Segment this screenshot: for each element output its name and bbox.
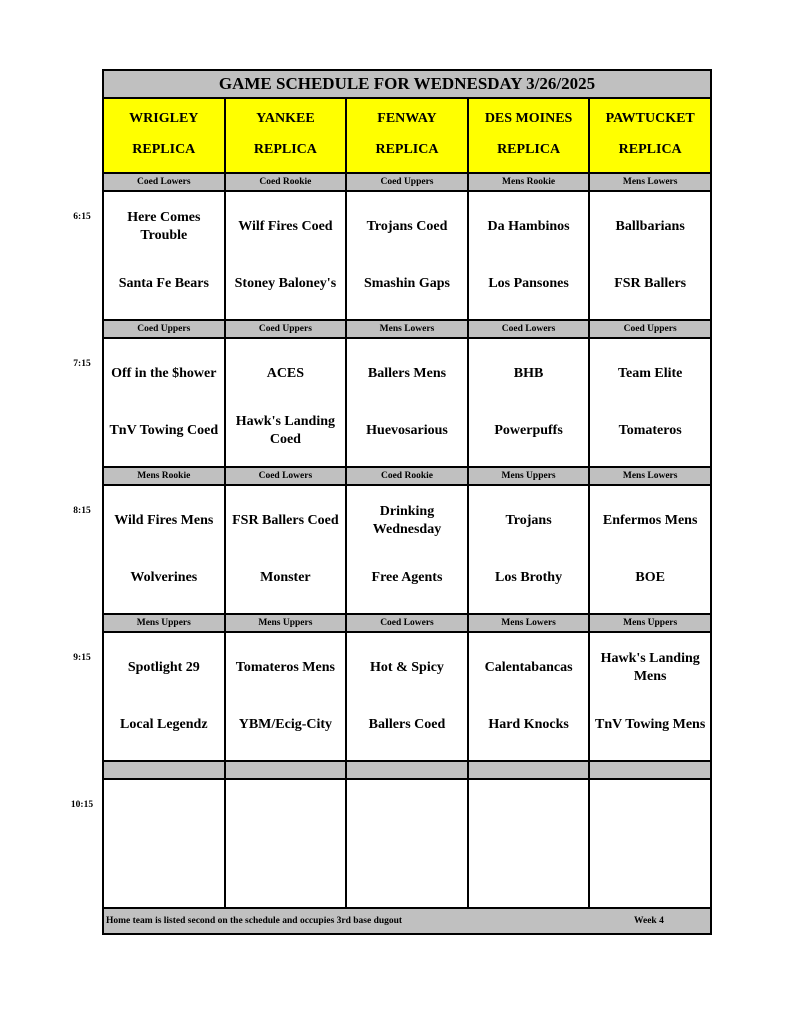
division-label: Mens Lowers bbox=[622, 177, 678, 187]
away-team bbox=[104, 780, 224, 844]
home-team bbox=[347, 844, 467, 908]
game-cell bbox=[226, 780, 348, 907]
division-label: Mens Uppers bbox=[226, 615, 348, 631]
home-team: TnV Towing Mens bbox=[595, 717, 706, 733]
field-subtitle: REPLICA bbox=[618, 142, 682, 158]
game-cell bbox=[347, 633, 469, 760]
division-label bbox=[347, 762, 469, 778]
game-row bbox=[104, 633, 710, 762]
home-team: Tomateros bbox=[618, 423, 682, 439]
division-label: Coed Uppers bbox=[347, 174, 469, 190]
game-cell bbox=[104, 486, 226, 613]
home-team bbox=[226, 844, 346, 908]
away-team: Tomateros Mens bbox=[235, 659, 335, 675]
game-row bbox=[104, 486, 710, 615]
game-cell bbox=[590, 633, 710, 760]
field-subtitle: REPLICA bbox=[497, 142, 561, 158]
home-team bbox=[469, 844, 589, 908]
schedule-table bbox=[102, 69, 712, 935]
game-row bbox=[104, 192, 710, 321]
division-label: Coed Rookie bbox=[226, 174, 348, 190]
away-team: Spotlight 29 bbox=[127, 659, 200, 675]
home-team: Monster bbox=[260, 570, 311, 586]
game-cell bbox=[226, 633, 348, 760]
game-cell bbox=[590, 339, 710, 466]
game-cell bbox=[347, 486, 469, 613]
home-team: Hard Knocks bbox=[488, 717, 569, 733]
away-team: Wilf Fires Coed bbox=[238, 218, 333, 234]
home-team bbox=[104, 844, 224, 908]
week-label: Week 4 bbox=[634, 916, 664, 926]
game-cell bbox=[590, 780, 710, 907]
away-team: Hawk's Landing Mens bbox=[600, 650, 700, 684]
time-label: 7:15 bbox=[73, 359, 91, 369]
division-label bbox=[590, 762, 710, 778]
time-label: 10:15 bbox=[70, 800, 94, 810]
home-team: Smashin Gaps bbox=[363, 276, 450, 292]
away-team: Ballbarians bbox=[615, 218, 685, 234]
away-team: Wild Fires Mens bbox=[114, 512, 214, 528]
division-label: Mens Uppers bbox=[469, 468, 591, 484]
division-label: Mens Uppers bbox=[623, 618, 678, 628]
away-team: Drinking Wednesday bbox=[372, 503, 442, 537]
division-label: Coed Lowers bbox=[347, 615, 469, 631]
game-cell bbox=[469, 192, 591, 319]
field-header-row bbox=[104, 99, 710, 174]
game-cell bbox=[104, 339, 226, 466]
game-cell bbox=[104, 780, 226, 907]
game-cell bbox=[347, 780, 469, 907]
home-team: Los Brothy bbox=[495, 570, 563, 586]
home-team: Santa Fe Bears bbox=[118, 276, 209, 292]
away-team: Here Comes Trouble bbox=[127, 209, 201, 243]
division-row bbox=[104, 468, 710, 486]
division-label bbox=[469, 762, 591, 778]
time-label: 6:15 bbox=[73, 212, 91, 222]
away-team: ACES bbox=[266, 365, 305, 381]
game-cell bbox=[347, 192, 469, 319]
home-team: Wolverines bbox=[130, 570, 198, 586]
home-team: Free Agents bbox=[371, 570, 443, 586]
field-name: DES MOINES bbox=[484, 110, 573, 126]
game-cell bbox=[226, 192, 348, 319]
home-team: Stoney Baloney's bbox=[234, 276, 337, 292]
field-name: FENWAY bbox=[377, 110, 437, 126]
away-team: Calentabancas bbox=[484, 659, 573, 675]
home-team: BOE bbox=[635, 570, 665, 586]
away-team: Da Hambinos bbox=[487, 218, 570, 234]
division-label: Mens Uppers bbox=[104, 615, 226, 631]
game-row bbox=[104, 339, 710, 468]
time-slots bbox=[104, 174, 710, 909]
home-team bbox=[590, 844, 710, 908]
home-team: Local Legendz bbox=[120, 717, 208, 733]
division-row bbox=[104, 615, 710, 633]
division-row bbox=[104, 321, 710, 339]
game-cell bbox=[469, 339, 591, 466]
field-header-fenway bbox=[347, 99, 469, 172]
game-cell bbox=[226, 486, 348, 613]
away-team: Trojans Coed bbox=[366, 218, 448, 234]
away-team: FSR Ballers Coed bbox=[232, 512, 339, 528]
game-cell bbox=[469, 780, 591, 907]
division-label: Mens Lowers bbox=[622, 471, 678, 481]
away-team: BHB bbox=[513, 365, 544, 381]
footer-bar bbox=[104, 909, 710, 933]
division-label: Coed Uppers bbox=[623, 324, 677, 334]
game-cell bbox=[590, 486, 710, 613]
division-label: Coed Lowers bbox=[469, 321, 591, 337]
division-label: Mens Lowers bbox=[469, 615, 591, 631]
away-team bbox=[226, 780, 346, 844]
game-cell bbox=[226, 339, 348, 466]
time-label: 8:15 bbox=[73, 506, 91, 516]
home-team: Los Pansones bbox=[488, 276, 569, 292]
field-subtitle: REPLICA bbox=[132, 142, 196, 158]
away-team: Trojans bbox=[505, 512, 552, 528]
game-cell bbox=[590, 192, 710, 319]
home-team: Powerpuffs bbox=[494, 423, 563, 439]
division-row bbox=[104, 174, 710, 192]
division-label: Mens Rookie bbox=[104, 468, 226, 484]
home-team: Huevosarious bbox=[366, 423, 448, 439]
division-label: Mens Rookie bbox=[469, 174, 591, 190]
field-subtitle: REPLICA bbox=[253, 142, 317, 158]
away-team: Off in the $hower bbox=[111, 365, 217, 381]
game-cell bbox=[104, 633, 226, 760]
game-cell bbox=[469, 633, 591, 760]
away-team: Ballers Mens bbox=[367, 365, 447, 381]
division-label bbox=[104, 762, 226, 778]
field-header-yankee bbox=[226, 99, 348, 172]
field-name: PAWTUCKET bbox=[605, 110, 695, 126]
game-cell bbox=[469, 486, 591, 613]
division-label: Coed Lowers bbox=[226, 468, 348, 484]
away-team: Team Elite bbox=[617, 365, 683, 381]
schedule-title: GAME SCHEDULE FOR WEDNESDAY 3/26/2025 bbox=[104, 71, 710, 99]
field-header-wrigley bbox=[104, 99, 226, 172]
field-header-pawtucket bbox=[590, 99, 710, 172]
division-label: Coed Lowers bbox=[104, 174, 226, 190]
time-label: 9:15 bbox=[73, 653, 91, 663]
home-team: Ballers Coed bbox=[368, 717, 446, 733]
home-team: FSR Ballers bbox=[614, 276, 687, 292]
division-row bbox=[104, 762, 710, 780]
game-cell bbox=[104, 192, 226, 319]
field-name: YANKEE bbox=[256, 110, 315, 126]
away-team bbox=[590, 780, 710, 844]
game-cell bbox=[347, 339, 469, 466]
field-subtitle: REPLICA bbox=[375, 142, 439, 158]
division-label: Coed Uppers bbox=[226, 321, 348, 337]
field-header-des-moines bbox=[469, 99, 591, 172]
division-label bbox=[226, 762, 348, 778]
home-team: TnV Towing Coed bbox=[109, 423, 219, 439]
away-team bbox=[469, 780, 589, 844]
home-team: Hawk's Landing Coed bbox=[235, 414, 335, 448]
field-name: WRIGLEY bbox=[129, 110, 199, 126]
home-team-note: Home team is listed second on the schedule and occupies 3rd base dugout bbox=[106, 916, 403, 926]
division-label: Mens Lowers bbox=[347, 321, 469, 337]
division-label: Coed Uppers bbox=[104, 321, 226, 337]
away-team: Hot & Spicy bbox=[370, 659, 444, 675]
game-row bbox=[104, 780, 710, 909]
away-team bbox=[347, 780, 467, 844]
division-label: Coed Rookie bbox=[347, 468, 469, 484]
away-team: Enfermos Mens bbox=[602, 512, 698, 528]
home-team: YBM/Ecig-City bbox=[238, 717, 333, 733]
